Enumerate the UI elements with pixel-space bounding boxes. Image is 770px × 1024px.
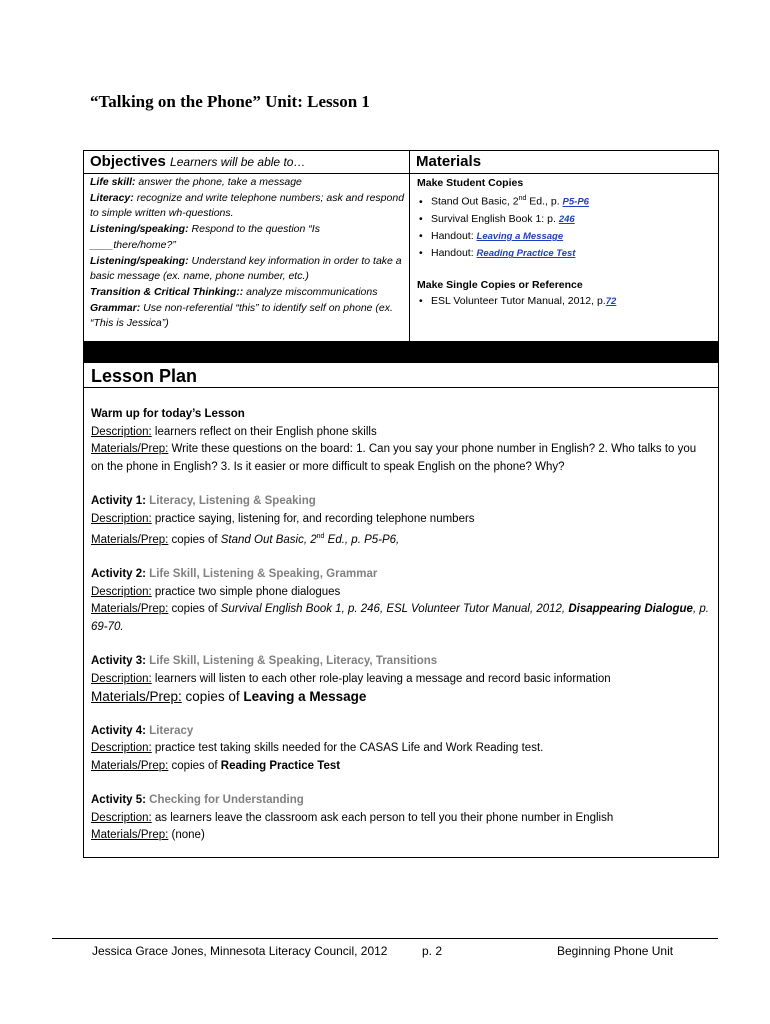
header-divider (84, 173, 718, 174)
footer-rule (52, 938, 718, 939)
activity-description: Description: learners will listen to each other role-play leaving a message and record basic information (91, 672, 611, 685)
warmup-section (91, 406, 711, 476)
activity-section (91, 653, 711, 706)
material-link[interactable]: Reading Practice Test (476, 248, 576, 260)
material-item: • ESL Volunteer Tutor Manual, 2012, p.72 (431, 293, 717, 310)
activity-materials: Materials/Prep: copies of Survival English Book 1, p. 246, ESL Volunteer Tutor Manual, 2012, Disappearing Dialogue, p. 69-70. (91, 603, 709, 633)
objective-item: Grammar: Use non-referential “this” to identify self on phone (ex. “This is Jessica”) (90, 301, 393, 330)
footer-unit: Beginning Phone Unit (557, 944, 674, 958)
activity-materials: Materials/Prep: copies of Leaving a Message (91, 689, 367, 705)
lesson-plan-top-rule (84, 362, 718, 363)
activity-description: Description: practice two simple phone dialogues (91, 585, 341, 598)
material-link[interactable]: 72 (605, 295, 617, 307)
objective-item: Transition & Critical Thinking:: analyze miscommunications (90, 285, 378, 298)
lesson-plan-divider (84, 387, 718, 388)
activity-materials: Materials/Prep: (none) (91, 829, 205, 842)
activity-title: Activity 5: Checking for Understanding (91, 794, 304, 807)
objectives-subheading: Learners will be able to… (170, 155, 306, 169)
activity-section (91, 723, 711, 776)
warmup-description: Description: learners reflect on their English phone skills (91, 425, 377, 438)
activity-title: Activity 1: Literacy, Listening & Speaking (91, 495, 316, 507)
materials-heading: Materials (416, 153, 482, 170)
footer-page-number: p. 2 (422, 944, 443, 958)
activity-description: Description: practice test taking skills needed for the CASAS Life and Work Reading test. (91, 742, 544, 755)
objective-item: Listening/speaking: Understand key information in order to take a basic message (ex. name, phone number, etc.) (90, 254, 402, 283)
objectives-heading-text: Objectives (90, 153, 166, 170)
warmup-title: Warm up for today’s Lesson (91, 408, 245, 420)
material-link[interactable]: 246 (558, 213, 575, 225)
warmup-materials: Materials/Prep: Write these questions on the board: 1. Can you say your phone number in English? 2. Who talks to you on the phone in English? 3. Is it easier or more difficult to speak English on the phone? Why? (91, 443, 697, 473)
materials-list (417, 175, 717, 310)
material-item: • Stand Out Basic, 2nd Ed., p. P5-P6 (431, 191, 717, 211)
objective-item: Literacy: recognize and write telephone numbers; ask and respond to simple written wh-questions. (90, 191, 405, 220)
activity-section (91, 493, 711, 549)
page-title: “Talking on the Phone” Unit: Lesson 1 (90, 92, 370, 111)
objectives-heading (90, 153, 305, 170)
column-divider (409, 151, 410, 341)
material-item: • Survival English Book 1: p. 246 (431, 211, 717, 228)
activity-materials: Materials/Prep: copies of Reading Practice Test (91, 759, 341, 772)
activity-title: Activity 2: Life Skill, Listening & Speaking, Grammar (91, 568, 378, 581)
objective-item: Listening/speaking: Respond to the question “Is ____there/home?” (90, 223, 320, 251)
activity-section (91, 792, 711, 845)
lesson-plan-body (91, 406, 711, 862)
activity-description: Description: as learners leave the classroom ask each person to tell you their phone number in English (91, 811, 614, 824)
material-link[interactable]: P5-P6 (562, 196, 589, 208)
activity-section (91, 566, 711, 636)
student-copies-heading: Make Student Copies (417, 177, 524, 189)
activity-materials: Materials/Prep: copies of Stand Out Basic, 2nd Ed., p. P5-P6, (91, 533, 400, 546)
activity-title: Activity 4: Literacy (91, 724, 194, 737)
material-item: • Handout: Leaving a Message (431, 228, 717, 245)
activity-title: Activity 3: Life Skill, Listening & Speaking, Literacy, Transitions (91, 655, 438, 668)
material-item: • Handout: Reading Practice Test (431, 245, 717, 262)
footer-author: Jessica Grace Jones, Minnesota Literacy Council, 2012 (92, 944, 388, 958)
material-link[interactable]: Leaving a Message (476, 231, 564, 243)
objective-item: Life skill: answer the phone, take a message (90, 176, 302, 188)
lesson-plan-heading: Lesson Plan (91, 366, 198, 386)
lesson-table (83, 150, 719, 858)
black-separator-bar (84, 341, 718, 362)
activity-description: Description: practice saying, listening for, and recording telephone numbers (91, 512, 475, 525)
single-copies-heading: Make Single Copies or Reference (417, 278, 583, 291)
objectives-list (90, 175, 406, 332)
